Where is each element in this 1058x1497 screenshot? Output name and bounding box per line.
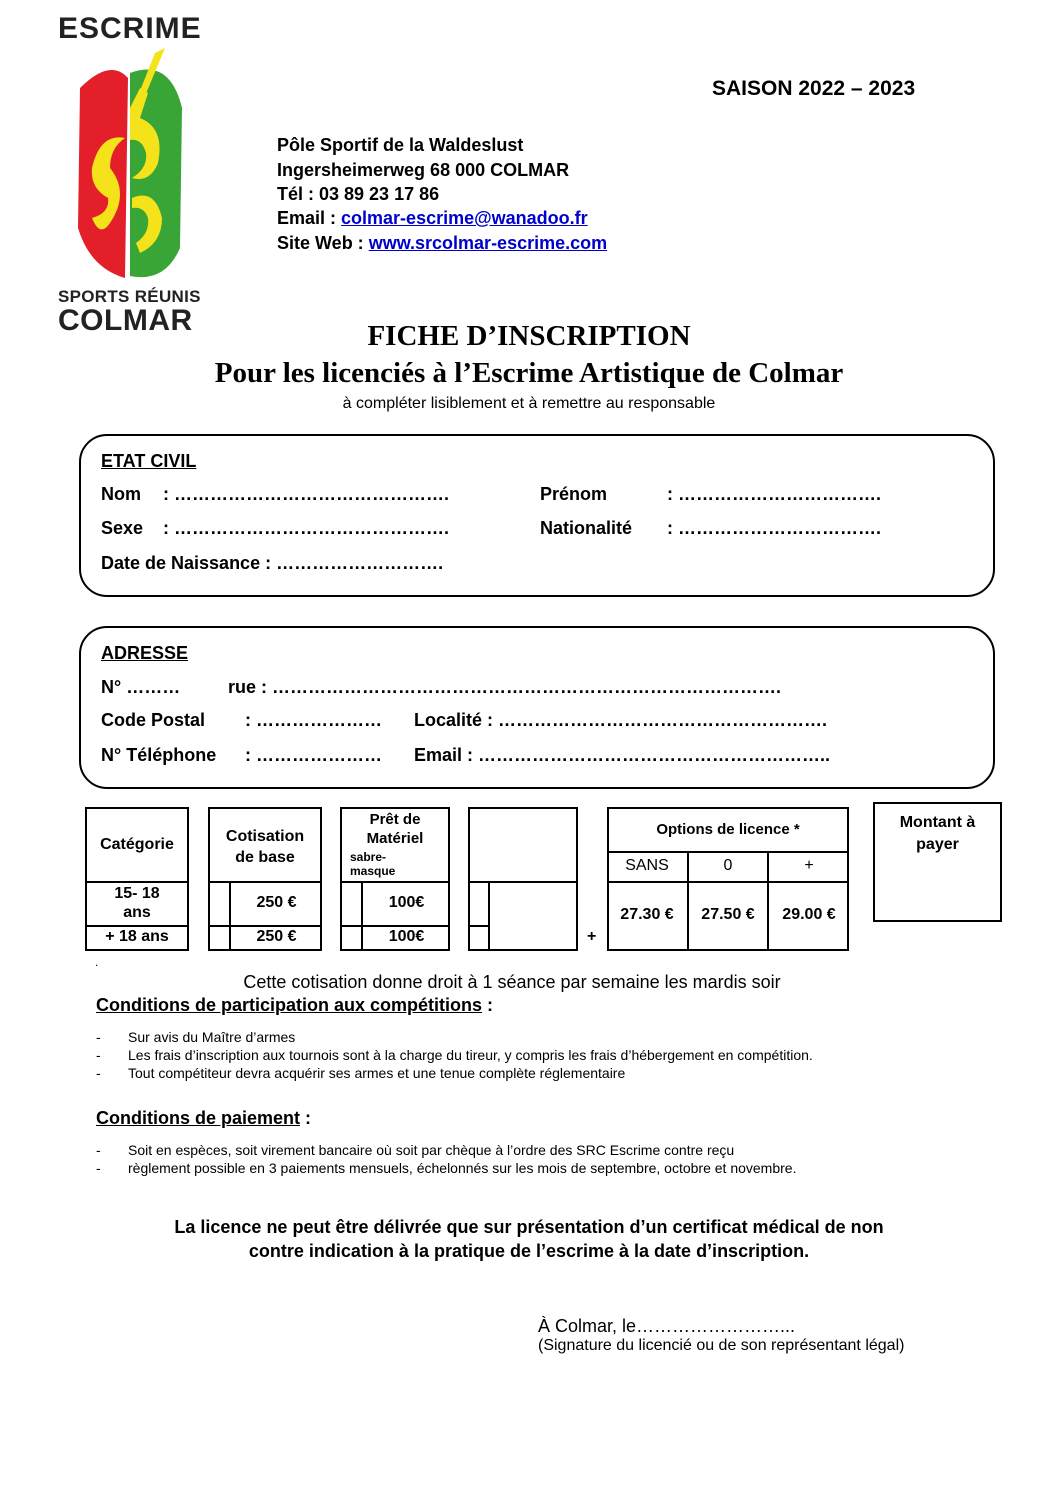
logo-top-text: ESCRIME [58, 12, 202, 45]
club-logo [70, 48, 190, 283]
date-naissance-field[interactable]: Date de Naissance : ………………………. [101, 553, 444, 573]
etat-civil-heading: ETAT CIVIL [101, 451, 197, 471]
contact-address-line1: Pôle Sportif de la Waldeslust [277, 135, 524, 155]
contact-web-row [277, 233, 607, 254]
nom-label: Nom [101, 484, 141, 504]
categorie-header: Catégorie [100, 836, 174, 853]
localite-field[interactable]: Localité : ………………………………………………. [414, 710, 828, 730]
certificat-line1: La licence ne peut être délivrée que sur présentation d’un certificat médical de non [174, 1217, 884, 1237]
seance-note: Cette cotisation donne droit à 1 séance par semaine les mardis soir [243, 972, 781, 992]
nom-field[interactable]: : ………………………………………. [163, 484, 449, 504]
email-label: Email : [277, 208, 342, 228]
signature-place[interactable]: À Colmar, le……………………... [538, 1316, 796, 1336]
options-header: Options de licence * [656, 821, 800, 838]
contact-phone: Tél : 03 89 23 17 86 [277, 184, 440, 204]
rue-field[interactable]: rue : …………………………………………………………………………. [228, 677, 782, 697]
competitions-heading-row: Conditions de participation aux compétitions : [96, 995, 494, 1015]
web-label: Site Web : [277, 233, 369, 253]
logo-bottom-line1: SPORTS RÉUNIS [58, 287, 201, 306]
option-sans-price[interactable]: 27.30 € [620, 906, 674, 923]
form-subtitle: Pour les licenciés à l’Escrime Artistique de Colmar [214, 357, 844, 389]
cotisation-header: Cotisation de base [225, 828, 305, 866]
web-link[interactable]: www.srcolmar-escrime.com [368, 233, 608, 253]
logo-bottom-line2: COLMAR [58, 304, 193, 337]
contact-email-row [277, 208, 588, 229]
sexe-label: Sexe [101, 518, 144, 538]
cotisation-row2: 250 € [256, 928, 297, 945]
pret-subheader: sabre- masque [350, 850, 396, 878]
categorie-row2: + 18 ans [105, 928, 169, 945]
competitions-heading: Conditions de participation aux compétitions [96, 995, 483, 1015]
email-field[interactable]: Email : ………………………………………………….. [414, 745, 831, 765]
form-instruction: à compléter lisiblement et à remettre au responsable [342, 395, 716, 412]
stray-dot: . [95, 955, 99, 969]
cotisation-checkbox-1[interactable] [212, 885, 227, 923]
code-postal-field[interactable]: : ………………… [245, 710, 382, 730]
prenom-label: Prénom [540, 484, 608, 504]
montant-label: Montant à payer [899, 814, 976, 853]
numero-field[interactable]: N° ……… [101, 677, 181, 697]
pret-row1: 100€ [388, 894, 425, 911]
form-title: FICHE D’INSCRIPTION [367, 320, 691, 352]
nationalite-label: Nationalité [540, 518, 633, 538]
telephone-label: N° Téléphone [101, 745, 217, 765]
paiement-heading: Conditions de paiement [96, 1108, 301, 1128]
pret-header: Prêt de Matériel [366, 811, 424, 847]
empty-column [468, 807, 578, 951]
categorie-row1: 15- 18 ans [114, 885, 160, 921]
option-zero-price[interactable]: 27.50 € [701, 906, 755, 923]
contact-address-line2: Ingersheimerweg 68 000 COLMAR [277, 160, 570, 180]
pret-row2: 100€ [388, 928, 425, 945]
pret-checkbox-2[interactable] [344, 929, 359, 949]
prenom-field[interactable]: : ……………………………. [667, 484, 881, 504]
option-zero: 0 [723, 857, 733, 874]
cotisation-row1: 250 € [256, 894, 297, 911]
certificat-line2: contre indication à la pratique de l’escrime à la date d’inscription. [248, 1241, 810, 1261]
option-plus-price[interactable]: 29.00 € [782, 906, 836, 923]
code-postal-label: Code Postal [101, 710, 206, 730]
signature-note: (Signature du licencié ou de son représentant légal) [538, 1337, 905, 1354]
email-link[interactable]: colmar-escrime@wanadoo.fr [341, 208, 588, 228]
plus-sign: + [587, 928, 597, 945]
sexe-field[interactable]: : ………………………………………. [163, 518, 449, 538]
adresse-heading: ADRESSE [101, 643, 189, 663]
telephone-field[interactable]: : ………………… [245, 745, 382, 765]
option-plus: + [804, 857, 814, 874]
paiement-heading-row: Conditions de paiement : [96, 1108, 312, 1128]
nationalite-field[interactable]: : ……………………………. [667, 518, 881, 538]
option-sans: SANS [625, 857, 669, 874]
pret-checkbox-1[interactable] [344, 885, 359, 923]
season-label: SAISON 2022 – 2023 [712, 77, 916, 100]
cotisation-checkbox-2[interactable] [212, 929, 227, 949]
